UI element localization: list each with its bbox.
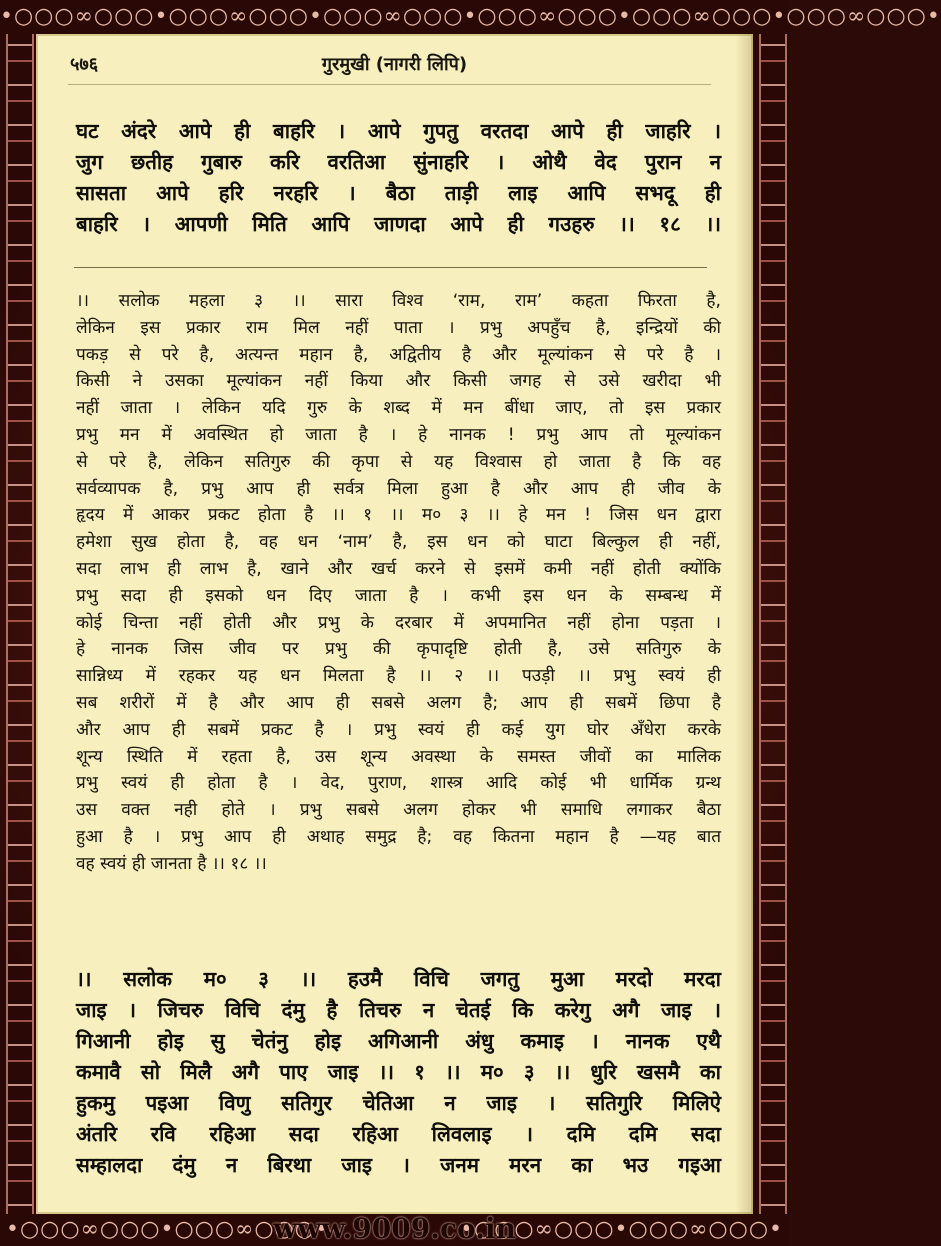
gurmukhi-verse-top xyxy=(76,116,721,240)
translation-line: उस वक्त नही होते । प्रभु सबसे अलग होकर भी समाधि लगाकर बैठा xyxy=(76,800,721,821)
translation-line: कोई चिन्ता नहीं होती और प्रभु के दरबार में अपमानित नहीं होना पड़ता । xyxy=(76,612,721,633)
verse-line: हुकमु पइआ विणु सतिगुर चेतिआ न जाइ । सतिगुरि मिलिऐ xyxy=(76,1091,721,1115)
decorative-border-right xyxy=(753,34,789,1214)
translation-line: से परे है, लेकिन सतिगुरु की कृपा से यह विश्वास हो जाता है कि वह xyxy=(76,451,721,472)
section-divider xyxy=(74,267,707,268)
page-number: ५७६ xyxy=(70,54,99,75)
translation-line: पकड़ से परे है, अत्यन्त महान है, अद्वितीय है और मूल्यांकन से परे है । xyxy=(76,344,721,365)
header-divider xyxy=(68,84,711,85)
translation-line: हृदय में आकर प्रकट होता है ।। १ ।। म० ३ ।। हे मन ! जिस धन द्वारा xyxy=(76,505,721,526)
verse-line: घट अंदरे आपे ही बाहरि । आपे गुपतु वरतदा आपे ही जाहरि । xyxy=(76,119,721,143)
decorative-border-left xyxy=(0,34,36,1214)
gurmukhi-verse-bottom xyxy=(76,964,721,1181)
verse-line: सम्हालदा दंमु न बिरथा जाइ । जनम मरन का भउ गइआ xyxy=(76,1153,721,1177)
translation-line: हे नानक जिस जीव पर प्रभु की कृपादृष्टि होती है, उसे सतिगुरु के xyxy=(76,639,721,660)
translation-line: सदा लाभ ही लाभ है, खाने और खर्च करने से इसमें कमी नहीं होती क्योंकि xyxy=(76,558,721,579)
verse-line: जुग छतीह गुबारु करि वरतिआ सुंनाहरि । ओथै वेद पुरान न xyxy=(76,150,721,174)
translation-line: और आप ही सबमें प्रकट है । प्रभु स्वयं ही कई युग घोर अँधेरा करके xyxy=(76,719,721,740)
translation-line: ।। सलोक महला ३ ।। सारा विश्व ‘राम, राम’ कहता फिरता है, xyxy=(76,291,721,311)
translation-line: हुआ है । प्रभु आप ही अथाह समुद्र है; वह कितना महान है —यह बात xyxy=(76,826,721,847)
translation-line: सर्वव्यापक है, प्रभु आप ही सर्वत्र मिला हुआ है और आप ही जीव के xyxy=(76,478,721,499)
border-ornament-right: •○○○∞○○○•○○○∞○○○• xyxy=(460,1217,783,1242)
translation-line: लेकिन इस प्रकार राम मिल नहीं पाता । प्रभु अपहुँच है, इन्द्रियों की xyxy=(76,317,721,338)
translation-line: सब शरीरों में है और आप ही सबसे अलग है; आप ही सबमें छिपा है xyxy=(76,692,721,713)
border-ornament-left: •○○○∞○○○•○○○∞○○○• xyxy=(6,1217,329,1242)
page-edge-shadow xyxy=(735,34,753,1214)
translation-line: शून्य स्थिति में रहता है, उस शून्य अवस्था के समस्त जीवों का मालिक xyxy=(76,746,721,767)
verse-line: गिआनी होइ सु चेतंनु होइ अगिआनी अंधु कमाइ । नानक एथै xyxy=(76,1029,721,1053)
translation-line: किसी ने उसका मूल्यांकन नहीं किया और किसी जगह से उसे खरीदा भी xyxy=(76,371,721,392)
translation-line: वह स्वयं ही जानता है ।। १८ ।। xyxy=(76,853,267,874)
website-watermark[interactable]: www.9009.co.in xyxy=(273,1212,516,1245)
translation-line: प्रभु मन में अवस्थित हो जाता है । हे नानक ! प्रभु आप तो मूल्यांकन xyxy=(76,424,721,445)
translation-line: प्रभु स्वयं ही होता है । वेद, पुराण, शास्त्र आदि कोई भी धार्मिक ग्रन्थ xyxy=(76,773,721,794)
translation-line: सान्निध्य में रहकर यह धन मिलता है ।। २ ।। पउड़ी ।। प्रभु स्वयं ही xyxy=(76,666,721,687)
decorative-border-top: •○○○∞○○○•○○○∞○○○•○○○∞○○○•○○○∞○○○•○○○∞○○○•○○○∞○○○• xyxy=(0,4,941,29)
translation-line: नहीं जाता । लेकिन यदि गुरु के शब्द में मन बींधा जाए, तो इस प्रकार xyxy=(76,398,721,419)
verse-line: ।। सलोक म० ३ ।। हउमै विचि जगतु मुआ मरदो मरदा xyxy=(76,967,721,991)
verse-line: अंतरि रवि रहिआ सदा रहिआ लिवलाइ । दमि दमि सदा xyxy=(76,1122,721,1146)
hindi-translation xyxy=(76,288,721,878)
verse-line: सासता आपे हरि नरहरि । बैठा ताड़ी लाइ आपि सभदू ही xyxy=(76,181,721,205)
verse-line: कमावै सो मिलै अगै पाए जाइ ।। १ ।। म० ३ ।। धुरि खसमै का xyxy=(76,1060,721,1084)
translation-line: प्रभु सदा ही इसको धन दिए जाता है । कभी इस धन के सम्बन्ध में xyxy=(76,585,721,606)
verse-line: जाइ । जिचरु विचि दंमु है तिचरु न चेतई कि करेगु अगै जाइ । xyxy=(76,998,721,1022)
scripture-page xyxy=(36,34,753,1214)
page-title: गुरमुखी (नागरी लिपि) xyxy=(321,54,468,75)
page-header xyxy=(36,52,753,82)
translation-line: हमेशा सुख होता है, वह धन ‘नाम’ है, इस धन को घाटा बिल्कुल ही नहीं, xyxy=(76,532,721,553)
verse-line: बाहरि । आपणी मिति आपि जाणदा आपे ही गउहरु ।। १८ ।। xyxy=(76,212,721,236)
